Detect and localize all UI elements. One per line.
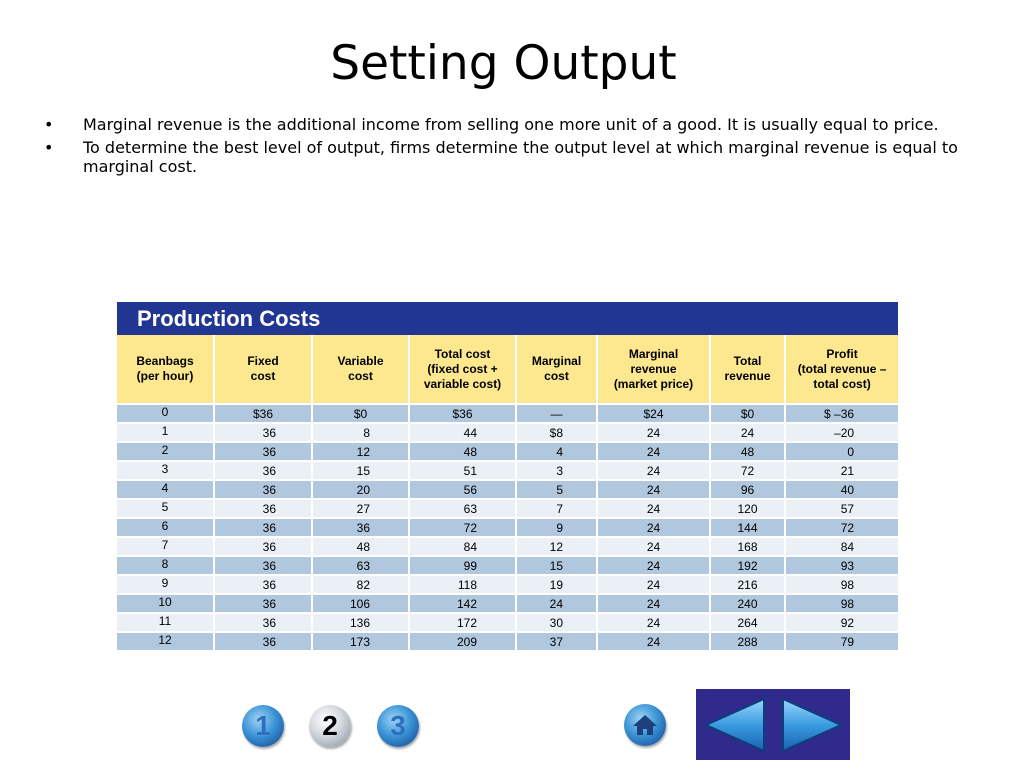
cell-variable-cost: 15 bbox=[312, 461, 409, 480]
cell-beanbags: 1 bbox=[117, 423, 214, 442]
cell-total-cost: 142 bbox=[409, 594, 516, 613]
column-header-line: Variable bbox=[337, 354, 384, 368]
cell-fixed-cost: 36 bbox=[214, 423, 312, 442]
table-body bbox=[117, 404, 898, 651]
cell-profit: 98 bbox=[785, 594, 898, 613]
cell-marginal-cost: 19 bbox=[516, 575, 597, 594]
cell-marginal-revenue: 24 bbox=[597, 537, 710, 556]
table-row bbox=[117, 499, 898, 518]
table-row bbox=[117, 632, 898, 651]
page-1-button[interactable] bbox=[242, 705, 284, 747]
column-header-beanbags bbox=[117, 335, 214, 404]
column-header-total-cost bbox=[409, 335, 516, 404]
bullet-dot: • bbox=[44, 138, 54, 157]
page-2-button[interactable] bbox=[309, 705, 351, 747]
cell-total-cost: 48 bbox=[409, 442, 516, 461]
cell-total-revenue: 96 bbox=[710, 480, 785, 499]
cell-marginal-revenue: 24 bbox=[597, 594, 710, 613]
cell-total-revenue: 168 bbox=[710, 537, 785, 556]
table-row bbox=[117, 537, 898, 556]
cell-fixed-cost: 36 bbox=[214, 461, 312, 480]
cell-profit: 72 bbox=[785, 518, 898, 537]
cell-marginal-cost: 30 bbox=[516, 613, 597, 632]
cell-beanbags: 8 bbox=[117, 556, 214, 575]
cell-fixed-cost: 36 bbox=[214, 480, 312, 499]
cell-beanbags: 2 bbox=[117, 442, 214, 461]
cell-variable-cost: 20 bbox=[312, 480, 409, 499]
cell-marginal-revenue: 24 bbox=[597, 575, 710, 594]
cell-total-cost: 118 bbox=[409, 575, 516, 594]
column-header-line: cost bbox=[544, 369, 569, 383]
cell-marginal-revenue: 24 bbox=[597, 442, 710, 461]
cell-fixed-cost: 36 bbox=[214, 613, 312, 632]
cell-profit: 0 bbox=[785, 442, 898, 461]
cell-marginal-cost: 9 bbox=[516, 518, 597, 537]
column-header-profit bbox=[785, 335, 898, 404]
cell-profit: 93 bbox=[785, 556, 898, 575]
cell-marginal-cost: 3 bbox=[516, 461, 597, 480]
cell-total-revenue: 120 bbox=[710, 499, 785, 518]
table-header-row bbox=[117, 335, 898, 404]
cell-profit: $ –36 bbox=[785, 404, 898, 423]
cell-total-revenue: 216 bbox=[710, 575, 785, 594]
cell-variable-cost: 106 bbox=[312, 594, 409, 613]
production-costs-table bbox=[117, 302, 898, 652]
column-header-line: revenue bbox=[724, 369, 771, 383]
cell-marginal-cost: 37 bbox=[516, 632, 597, 651]
cell-marginal-revenue: 24 bbox=[597, 423, 710, 442]
column-header-line: (fixed cost + bbox=[427, 361, 498, 376]
cell-total-revenue: 264 bbox=[710, 613, 785, 632]
cell-beanbags: 6 bbox=[117, 518, 214, 537]
column-header-line: Total bbox=[733, 354, 762, 368]
cell-profit: 57 bbox=[785, 499, 898, 518]
bullet-text: Marginal revenue is the additional income from selling one more unit of a good. It is usually equal to price. bbox=[83, 115, 939, 134]
cell-marginal-cost: 5 bbox=[516, 480, 597, 499]
cell-total-cost: 63 bbox=[409, 499, 516, 518]
column-header-line: cost bbox=[250, 369, 276, 383]
cell-beanbags: 9 bbox=[117, 575, 214, 594]
table-row bbox=[117, 556, 898, 575]
cell-marginal-cost: 12 bbox=[516, 537, 597, 556]
cell-marginal-cost: 4 bbox=[516, 442, 597, 461]
cell-marginal-revenue: $24 bbox=[597, 404, 710, 423]
table-row bbox=[117, 480, 898, 499]
table-row bbox=[117, 404, 898, 423]
column-header-variable-cost bbox=[312, 335, 409, 404]
column-header-line: Beanbags bbox=[136, 354, 194, 368]
cell-profit: 84 bbox=[785, 537, 898, 556]
cell-total-revenue: $0 bbox=[710, 404, 785, 423]
cell-total-revenue: 48 bbox=[710, 442, 785, 461]
column-header-line: Marginal bbox=[531, 354, 582, 368]
cell-fixed-cost: 36 bbox=[214, 632, 312, 651]
cell-variable-cost: 82 bbox=[312, 575, 409, 594]
cell-beanbags: 12 bbox=[117, 632, 214, 651]
cell-marginal-revenue: 24 bbox=[597, 556, 710, 575]
cell-fixed-cost: 36 bbox=[214, 518, 312, 537]
cell-marginal-revenue: 24 bbox=[597, 632, 710, 651]
table-row bbox=[117, 594, 898, 613]
cell-marginal-cost: 15 bbox=[516, 556, 597, 575]
page-3-label: 3 bbox=[390, 710, 406, 741]
home-icon bbox=[632, 713, 658, 737]
cell-profit: 98 bbox=[785, 575, 898, 594]
cell-marginal-revenue: 24 bbox=[597, 499, 710, 518]
cell-profit: 40 bbox=[785, 480, 898, 499]
page-2-label: 2 bbox=[322, 710, 338, 741]
cell-variable-cost: 136 bbox=[312, 613, 409, 632]
cell-profit: 79 bbox=[785, 632, 898, 651]
table-row bbox=[117, 423, 898, 442]
cell-total-revenue: 192 bbox=[710, 556, 785, 575]
cell-marginal-revenue: 24 bbox=[597, 518, 710, 537]
cell-marginal-revenue: 24 bbox=[597, 480, 710, 499]
bullet-dot: • bbox=[44, 115, 54, 134]
column-header-line: (total revenue – bbox=[797, 361, 887, 376]
cell-variable-cost: 12 bbox=[312, 442, 409, 461]
cell-total-cost: 72 bbox=[409, 518, 516, 537]
cell-total-cost: 44 bbox=[409, 423, 516, 442]
cell-profit: 21 bbox=[785, 461, 898, 480]
cell-total-revenue: 144 bbox=[710, 518, 785, 537]
cell-marginal-cost: $8 bbox=[516, 423, 597, 442]
column-header-fixed-cost bbox=[214, 335, 312, 404]
cell-fixed-cost: 36 bbox=[214, 499, 312, 518]
cell-variable-cost: 36 bbox=[312, 518, 409, 537]
cell-beanbags: 4 bbox=[117, 480, 214, 499]
page-3-button[interactable] bbox=[377, 705, 419, 747]
bullet-list bbox=[44, 115, 974, 180]
arrow-left-icon[interactable] bbox=[702, 696, 768, 754]
cell-variable-cost: $0 bbox=[312, 404, 409, 423]
bullet-item bbox=[44, 115, 974, 134]
table-row bbox=[117, 442, 898, 461]
cell-beanbags: 11 bbox=[117, 613, 214, 632]
cell-profit: 92 bbox=[785, 613, 898, 632]
cell-total-cost: 51 bbox=[409, 461, 516, 480]
table-row bbox=[117, 613, 898, 632]
column-header-line: Total cost bbox=[434, 346, 491, 361]
cell-beanbags: 5 bbox=[117, 499, 214, 518]
cell-total-cost: 172 bbox=[409, 613, 516, 632]
column-header-line: revenue bbox=[630, 361, 677, 376]
cell-beanbags: 10 bbox=[117, 594, 214, 613]
cell-variable-cost: 27 bbox=[312, 499, 409, 518]
cell-marginal-revenue: 24 bbox=[597, 613, 710, 632]
column-header-line: Fixed bbox=[247, 354, 279, 368]
cell-beanbags: 3 bbox=[117, 461, 214, 480]
cell-fixed-cost: 36 bbox=[214, 556, 312, 575]
cell-total-cost: 84 bbox=[409, 537, 516, 556]
cell-total-revenue: 24 bbox=[710, 423, 785, 442]
cell-marginal-cost: 7 bbox=[516, 499, 597, 518]
cell-variable-cost: 63 bbox=[312, 556, 409, 575]
cell-fixed-cost: 36 bbox=[214, 537, 312, 556]
cell-total-revenue: 240 bbox=[710, 594, 785, 613]
table-row bbox=[117, 518, 898, 537]
column-header-line: Profit bbox=[826, 346, 858, 361]
cell-total-revenue: 288 bbox=[710, 632, 785, 651]
table-row bbox=[117, 575, 898, 594]
cell-total-revenue: 72 bbox=[710, 461, 785, 480]
slide-navigation-panel bbox=[696, 689, 850, 760]
page-1-label: 1 bbox=[255, 710, 271, 741]
column-header-line: Marginal bbox=[628, 346, 679, 361]
bullet-item bbox=[44, 138, 974, 176]
column-header-line: variable cost) bbox=[423, 376, 502, 391]
cell-fixed-cost: $36 bbox=[214, 404, 312, 423]
column-header-line: (market price) bbox=[613, 376, 694, 391]
table-row bbox=[117, 461, 898, 480]
table-caption: Production Costs bbox=[117, 302, 898, 335]
home-button[interactable] bbox=[624, 704, 666, 746]
cell-profit: –20 bbox=[785, 423, 898, 442]
column-header-line: total cost) bbox=[813, 376, 871, 391]
cell-fixed-cost: 36 bbox=[214, 575, 312, 594]
cell-variable-cost: 8 bbox=[312, 423, 409, 442]
cell-total-cost: 99 bbox=[409, 556, 516, 575]
cell-fixed-cost: 36 bbox=[214, 442, 312, 461]
cell-beanbags: 0 bbox=[117, 404, 214, 423]
cell-variable-cost: 48 bbox=[312, 537, 409, 556]
slide-title: Setting Output bbox=[330, 36, 677, 91]
cell-total-cost: 209 bbox=[409, 632, 516, 651]
column-header-line: cost bbox=[348, 369, 373, 383]
cell-marginal-cost: 24 bbox=[516, 594, 597, 613]
column-header-marginal-cost bbox=[516, 335, 597, 404]
arrow-right-icon[interactable] bbox=[779, 696, 845, 754]
cell-total-cost: $36 bbox=[409, 404, 516, 423]
cell-variable-cost: 173 bbox=[312, 632, 409, 651]
cell-marginal-cost: — bbox=[516, 404, 597, 423]
bullet-text: To determine the best level of output, firms determine the output level at which marginal revenue is equal to marginal cost. bbox=[83, 138, 958, 176]
column-header-marginal-revenue bbox=[597, 335, 710, 404]
cell-marginal-revenue: 24 bbox=[597, 461, 710, 480]
cell-fixed-cost: 36 bbox=[214, 594, 312, 613]
column-header-total-revenue bbox=[710, 335, 785, 404]
cell-beanbags: 7 bbox=[117, 537, 214, 556]
cell-total-cost: 56 bbox=[409, 480, 516, 499]
column-header-line: (per hour) bbox=[136, 369, 194, 383]
